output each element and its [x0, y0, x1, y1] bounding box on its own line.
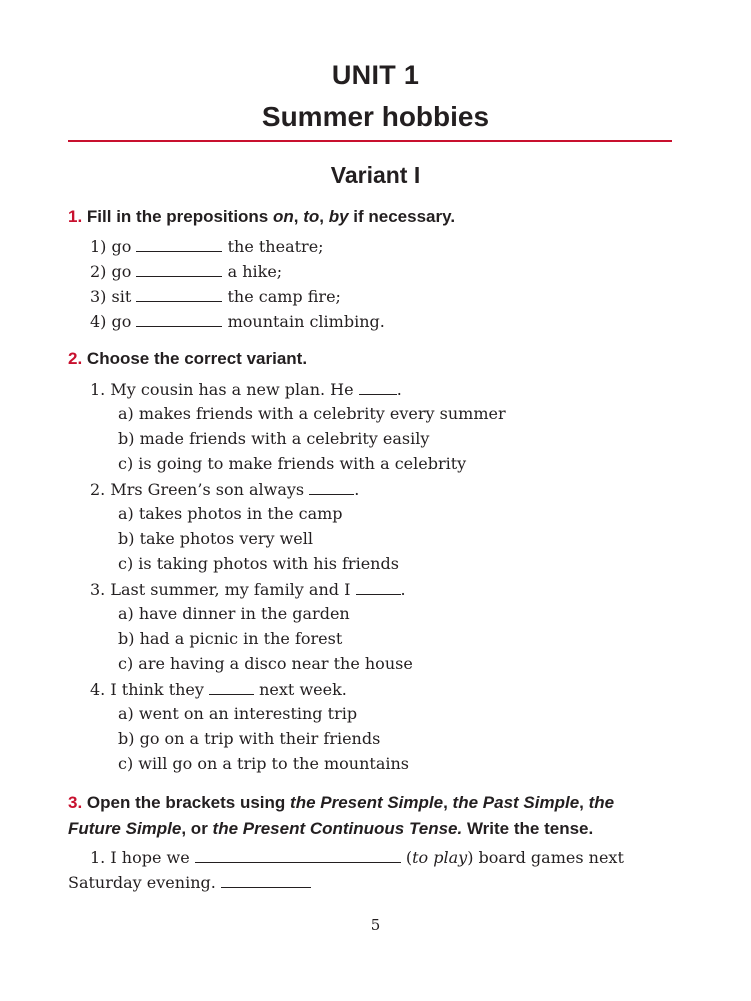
- option[interactable]: a) have dinner in the garden: [118, 604, 350, 623]
- question-text: 2. Mrs Green’s son always: [90, 480, 305, 499]
- task-2-question: [90, 679, 347, 700]
- task-2-number: 2.: [68, 349, 83, 368]
- task-1-number: 1.: [68, 207, 83, 226]
- answer-blank[interactable]: [136, 236, 222, 252]
- item-text: 1) go: [90, 237, 132, 256]
- task-1-instruction: [68, 204, 678, 230]
- tense-name: Future Simple: [68, 819, 182, 838]
- task-1-word-to: to: [303, 207, 320, 226]
- question-text: 4. I think they: [90, 680, 204, 699]
- option[interactable]: a) makes friends with a celebrity every summer: [118, 404, 506, 423]
- item-text: 3) sit: [90, 287, 132, 306]
- task-1-item: [90, 261, 282, 282]
- answer-blank[interactable]: [136, 311, 222, 327]
- option[interactable]: b) made friends with a celebrity easily: [118, 429, 430, 448]
- task-2-instruction: [68, 346, 678, 372]
- task-3-text: Open the brackets using: [86, 793, 291, 812]
- option[interactable]: a) takes photos in the camp: [118, 504, 343, 523]
- item-text: 1. I hope we: [90, 848, 190, 867]
- task-1-item: [90, 311, 385, 332]
- unit-title: Summer hobbies: [261, 101, 490, 132]
- task-1-sep: ,: [293, 207, 304, 226]
- item-text: a hike;: [227, 262, 283, 281]
- answer-blank[interactable]: [136, 286, 222, 302]
- task-1-item: [90, 286, 341, 307]
- question-text: next week.: [259, 680, 347, 699]
- task-3-item: [90, 847, 624, 868]
- task-2-question: [90, 479, 359, 500]
- task-3-text: Write the tense.: [462, 819, 594, 838]
- answer-blank[interactable]: [356, 579, 401, 595]
- item-text: Saturday evening.: [68, 873, 216, 892]
- tense-name: the Present Simple: [290, 793, 444, 812]
- item-text: ): [467, 848, 474, 867]
- task-3-text: , or: [181, 819, 213, 838]
- task-3-instruction: [68, 790, 678, 842]
- task-1-item: [90, 236, 324, 257]
- task-1-text: Fill in the prepositions: [86, 207, 273, 226]
- option[interactable]: a) went on an interesting trip: [118, 704, 358, 723]
- unit-heading: UNIT 1: [331, 60, 420, 90]
- question-text: .: [396, 380, 402, 399]
- answer-blank[interactable]: [309, 479, 354, 495]
- question-text: .: [354, 480, 360, 499]
- question-text: 3. Last summer, my family and I: [90, 580, 351, 599]
- tense-name: the: [588, 793, 615, 812]
- tense-name: the Present Continuous Tense.: [212, 819, 463, 838]
- variant-heading: Variant I: [330, 162, 421, 188]
- tense-name: the Past Simple: [452, 793, 580, 812]
- item-text: mountain climbing.: [227, 312, 385, 331]
- option[interactable]: c) will go on a trip to the mountains: [118, 754, 410, 773]
- answer-blank[interactable]: [195, 847, 401, 863]
- task-1-sep: ,: [319, 207, 329, 226]
- item-text: (: [405, 848, 413, 867]
- task-1-word-by: by: [328, 207, 349, 226]
- task-3-sep: ,: [579, 793, 589, 812]
- task-3-number: 3.: [68, 793, 83, 812]
- item-text: the camp fire;: [227, 287, 341, 306]
- option[interactable]: b) go on a trip with their friends: [118, 729, 381, 748]
- task-3-sep: ,: [443, 793, 453, 812]
- item-text: 2) go: [90, 262, 132, 281]
- option[interactable]: b) take photos very well: [118, 529, 314, 548]
- option[interactable]: c) is going to make friends with a celebrity: [118, 454, 467, 473]
- title-divider: [68, 140, 672, 142]
- answer-blank[interactable]: [209, 679, 254, 695]
- task-2-question: [90, 579, 406, 600]
- option[interactable]: c) are having a disco near the house: [118, 654, 413, 673]
- item-text: 4) go: [90, 312, 132, 331]
- verb-hint: to play: [412, 848, 468, 867]
- task-2-text: Choose the correct variant.: [86, 349, 308, 368]
- page-number: 5: [370, 916, 381, 934]
- item-text: the theatre;: [227, 237, 324, 256]
- question-text: 1. My cousin has a new plan. He: [90, 380, 354, 399]
- item-text: board games next: [478, 848, 624, 867]
- task-2-question: [90, 379, 402, 400]
- answer-blank[interactable]: [136, 261, 222, 277]
- option[interactable]: c) is taking photos with his friends: [118, 554, 399, 573]
- answer-blank[interactable]: [359, 379, 397, 395]
- task-1-word-on: on: [272, 207, 294, 226]
- task-3-item-cont: [68, 872, 311, 893]
- question-text: .: [400, 580, 406, 599]
- tense-blank[interactable]: [221, 872, 311, 888]
- option[interactable]: b) had a picnic in the forest: [118, 629, 343, 648]
- task-1-text: if necessary.: [348, 207, 456, 226]
